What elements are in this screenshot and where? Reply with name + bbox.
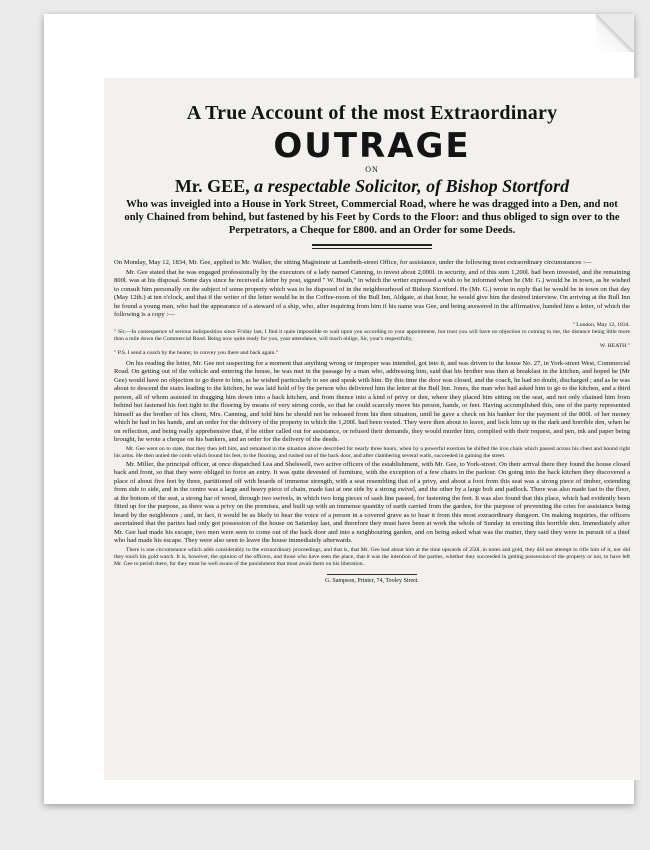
divider-rule — [312, 244, 432, 249]
paragraph-4: Mr. Miller, the principal officer, at once dispatched Lea and Shelswell, two active officers of the establishment, with Mr. Gee, to York-street. On their arrival there they found the house closed back and front, so that they were obliged to force an entry. It was quite devested of furniture, with the exception of a few chairs in the parlour. On going into the back kitchen they discovered a place of about five feet by three, partitioned off with boards of immense strength, with a seat resembling that of a privy, and about a foot from this seat was a strong piece of timber, extending from side to side, and in the centre was a large and heavy piece of chain, made fast at one side by a strong swivel, and the other by a large bolt and padlock. There was also made fast to the floor, at the bottom of the seat, a strong bar of wood, through two swivels, in which two long pieces of sash line passed, for fastening the feet. It was also found that this place, which had evidently been fitted up for the purpose, as there was a privy on the premises, and built up with an immense quantity of earth carried from the garden, for the purpose of preventing the cries for assistance being heard by the neighbours ; and, in fact, it would be as likely to hear the voice of a person in a covered grave as to hear it from this most extraordinary dungeon. On making inquiries, the officers ascertained that the parties had only got possession of the house on Saturday last, and therefore they must have been at work the whole of Sunday in erecting this horrible den. Immediately after Mr. Gee had made his escape, two men were seen to come out of the back door and into a neighbouring garden, and on being asked what was the matter, they said they were in pursuit of a thief who had made his escape. They were also seen to leave the house immediately afterwards. — [114, 460, 630, 545]
printer-rule — [327, 574, 417, 575]
article-body — [114, 259, 630, 569]
subtitle-name: Mr. GEE, — [174, 176, 250, 196]
broadside-document — [104, 78, 640, 780]
page-curl — [596, 14, 634, 52]
paragraph-2: On his reading the letter, Mr. Gee not suspecting for a moment that anything wrong or improper was intended, got into it, and was driven to the house No. 27, in York-street West, Commercial Road. On getting out of the vehicle and entering the house, he was met in the passage by a man who, addressing him, said that his brother was then at breakfast in the kitchen, and hoped he (Mr Gee) would have no objection to go there to him, as he wished particularly to see and speak with him. By this time the door was closed, and the coach, he had no doubt, discharged ; and as he was about to descend the stairs leading to the kitchen, he was laid hold of by the person who delivered him the letter at the Bull Inn. Jones, the man who had asked him to go to the kitchen, and a third person, all of whom assisted in dragging him down into a back kitchen, and from thence into a kind of privy or den, where they placed him sitting on the seat, and not only chained him from behind but fastened his feet tight to the flooring by means of very strong cords, so that he could scarcely move his person, hands, or feet. Having accomplished this, one of the party represented himself as the brother of his client, Mrs. Canning, and told him he should not be released from his then situation, until he gave a check on his banker for the payment of the 800l. of her money which he had in his hands, and an order for the delivery of the property in which the 1,200l. had been vested. They were then about to leave, and lock him up in the dark and horrible den, when he on reflection, and being really apprehensive that, if he either called out for assistance, or refused their demands, they would murder him, complied with their request, and pen, ink and paper being brought, he wrote a cheque on his bankers, and an order for the delivery of the deeds. — [114, 359, 630, 444]
intro-paragraph: On Monday, May 12, 1834, Mr. Gee, applied to Mr. Walker, the sitting Magistrate at Lambeth-street Office, for assistance, under the following most extraordinary circumstances :— — [114, 259, 592, 266]
paragraph-3: Mr. Gee went on to state, that they then left him, and remained in the situation above described for nearly three hours, when by a powerful exertion he shifted the iron chain which passed across his chest and bound right his arms. He then untied the cords which bound his feet, to the flooring, and rushed out of the back door, and after clambering several walls, succeeded in gaining the street. — [114, 445, 630, 459]
letter-postscript: " P.S. I send a coach by the bearer, to convey you there and back again." — [114, 350, 279, 357]
quoted-letter — [114, 322, 630, 358]
paragraph-5: There is one circumstance which adds considerably to the extraordinary proceedings, and that is, that Mr. Gee had about him at the time upwards of 250l. in notes and gold, they did not attempt to rifle him of it, nor did they touch his gold watch. It is, however, the opinion of the officers, and those who have seen the place, that it was the intention of the parties, whether they succeeded in getting possession of the property or not, to have left Mr. Gee to perish there, for they must be well aware of the punishment that must await them on his liberation. — [114, 546, 630, 568]
headline-main: OUTRAGE — [273, 126, 471, 166]
letter-date: " London, May 12, 1834. — [572, 321, 630, 328]
headline-on: ON — [365, 165, 379, 174]
letter-signature: W. HEATH." — [599, 343, 630, 350]
subtitle-rest: a respectable Solicitor, of Bishop Stortford — [254, 176, 570, 196]
headline-deck: Who was inveigled into a House in York Street, Commercial Road, where he was dragged into a Den, and not only Chained from behind, but fastened by his Feet by Cords to the Floor: and thus obliged to sign over to the Perpetrators, a Cheque for £800. and an Order for some Deeds. — [124, 199, 620, 236]
printer-imprint: G. Sampson, Printer, 74, Tooley Street. — [325, 577, 419, 584]
paragraph-1: Mr. Gee stated that he was engaged professionally by the executors of a lady named Canning, to invest about 2,000l. in security, and of this sum 1,200l. had been invested, and the remaining 800l. was at his disposal. Some days since he received a letter by post, signed " W. Heath," in which the writer expressed a wish to be informed when he (Mr. G.) would be in town, as he wished to consult him personally on the subject of some property which was to be disposed of in the neighbourhood of Bishop Stortford. He (Mr. G.) wrote in reply that he would be in town on that day (May 12th.) at ten o'clock, and that if the writer of the letter would be in the Coffee-room of the Bull Inn, Aldgate, at that hour, he would give him the desired interview. On arriving at the Bull Inn he found a young man, who had the appearance of a steward of a ship, who, after inquiring from him if his name was Gee, and being answered in the affirmative, handed him a letter, of which the following is a copy :— — [114, 268, 630, 318]
headline-lead: A True Account of the most Extraordinary — [186, 102, 558, 124]
letter-text: " Sir,—In consequence of serious indisposition since Friday last, I find it quite impossible to wait upon you according to your appointment, but trust you will have no objection to coming to me, the distance being little more than a mile down the Commercial Road. Being now quite ready for you, your attendance, will much oblige, Sir, your's respectfully, — [114, 328, 630, 342]
headline-subtitle — [104, 176, 640, 197]
print-frame — [44, 14, 634, 804]
